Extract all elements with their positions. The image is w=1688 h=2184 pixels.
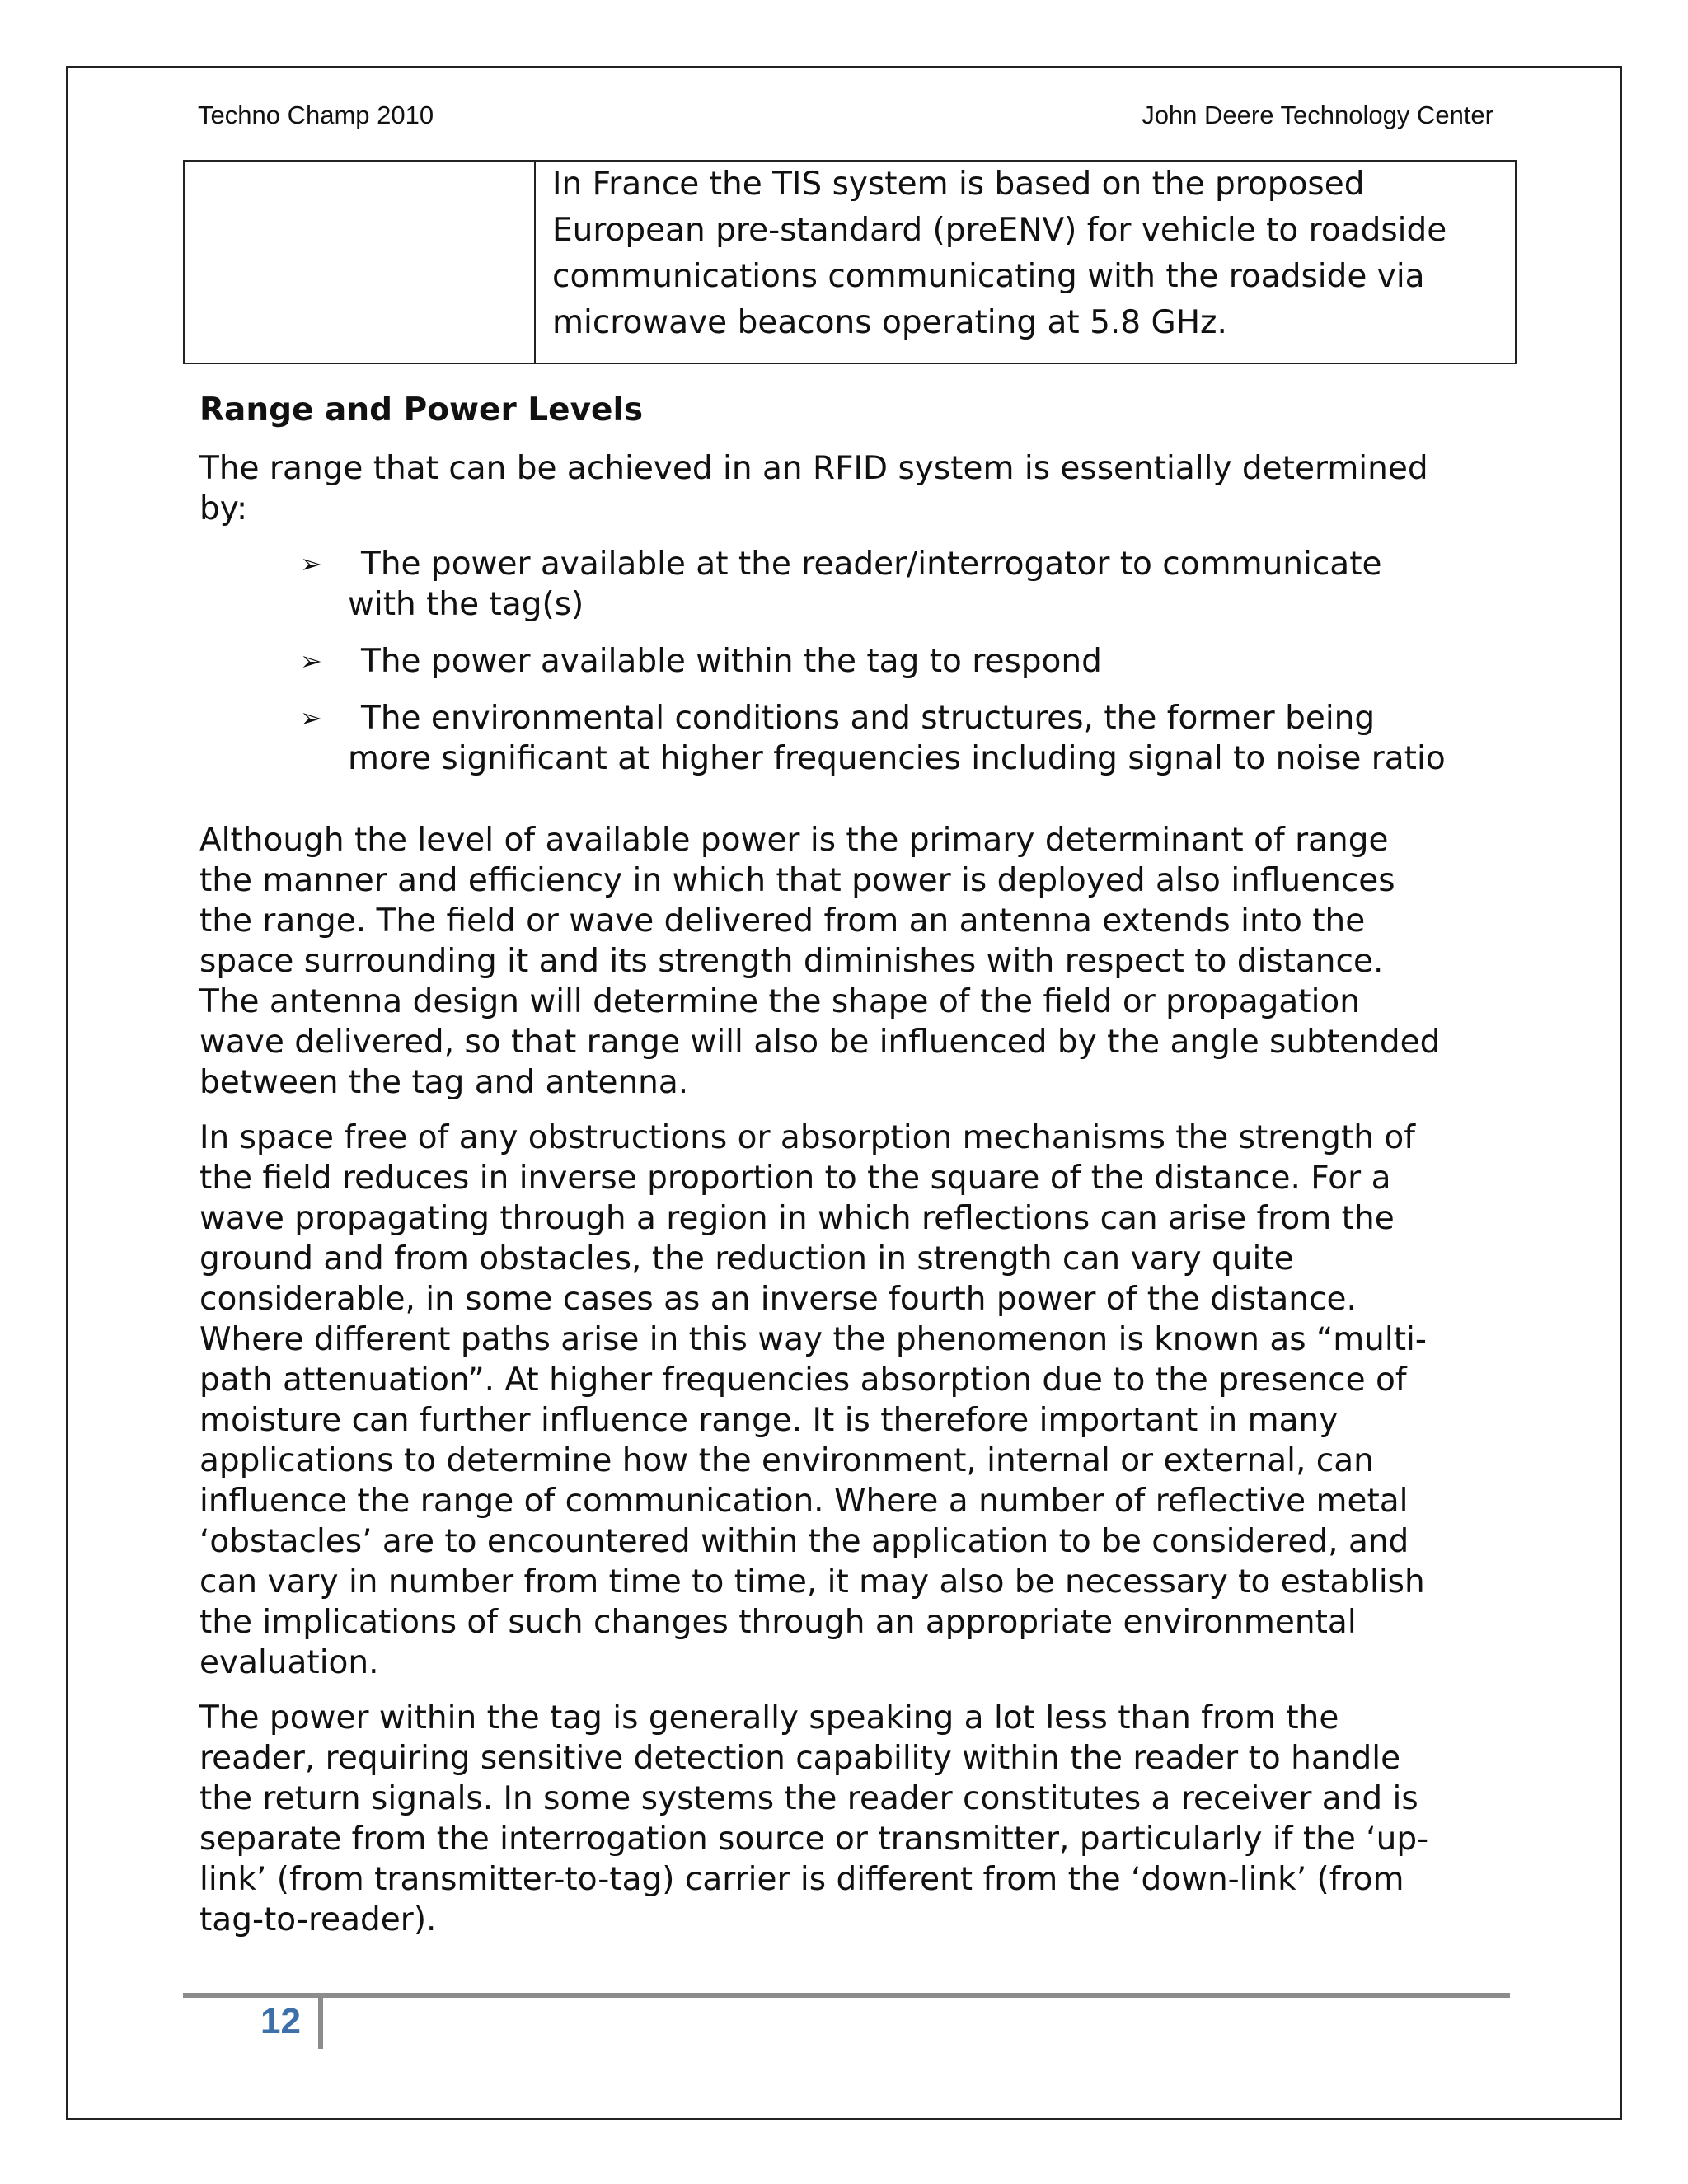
bullet-item — [199, 641, 1518, 682]
text-line: can vary in number from time to time, it may also be necessary to establish — [199, 1563, 1425, 1601]
text-line: between the tag and antenna. — [199, 1064, 689, 1101]
text-line: the return signals. In some systems the reader constitutes a receiver and is — [199, 1780, 1418, 1817]
bullet-line: The environmental conditions and structures, the former being — [361, 700, 1376, 737]
table-cell-left — [185, 162, 536, 363]
header-right-text: John Deere Technology Center — [1142, 101, 1493, 129]
text-line: influence the range of communication. Where a number of reflective metal — [199, 1483, 1409, 1520]
bullet-item — [199, 544, 1518, 625]
text-line: In space free of any obstructions or absorption mechanisms the strength of — [199, 1119, 1415, 1156]
text-line: by: — [199, 490, 248, 527]
header-left-text: Techno Champ 2010 — [198, 101, 434, 129]
bullet-line: The power available at the reader/interrogator to communicate — [361, 546, 1382, 583]
table-line: communications communicating with the roadside via — [552, 258, 1425, 295]
bullet-item — [199, 698, 1518, 779]
text-line: path attenuation”. At higher frequencies absorption due to the presence of — [199, 1361, 1407, 1399]
text-line: Although the level of available power is the primary determinant of range — [199, 822, 1389, 859]
text-line: separate from the interrogation source or transmitter, particularly if the ‘up- — [199, 1821, 1429, 1858]
intro-paragraph — [199, 448, 1518, 529]
text-line: moisture can further influence range. It is therefore important in many — [199, 1402, 1339, 1439]
section-heading: Range and Power Levels — [199, 391, 644, 429]
info-table — [183, 160, 1517, 364]
page-header — [198, 101, 1493, 137]
main-content — [199, 387, 1518, 1955]
text-line: The antenna design will determine the shape of the field or propagation — [199, 983, 1360, 1020]
table-line: European pre-standard (preENV) for vehicle to roadside — [552, 212, 1447, 249]
table-line: microwave beacons operating at 5.8 GHz. — [552, 304, 1227, 341]
text-line: the field reduces in inverse proportion to the square of the distance. For a — [199, 1160, 1391, 1197]
text-line: the range. The field or wave delivered from an antenna extends into the — [199, 902, 1366, 940]
footer-divider — [318, 1998, 323, 2049]
text-line: space surrounding it and its strength diminishes with respect to distance. — [199, 943, 1384, 980]
text-line: ‘obstacles’ are to encountered within the application to be considered, and — [199, 1523, 1409, 1560]
paragraph-2 — [199, 1118, 1518, 1683]
bullet-list — [199, 544, 1518, 779]
text-line: the implications of such changes through an appropriate environmental — [199, 1604, 1357, 1641]
paragraph-1 — [199, 820, 1518, 1103]
text-line: reader, requiring sensitive detection capability within the reader to handle — [199, 1740, 1401, 1777]
text-line: ground and from obstacles, the reduction in strength can vary quite — [199, 1240, 1294, 1277]
text-line: tag-to-reader). — [199, 1901, 437, 1938]
text-line: wave delivered, so that range will also be influenced by the angle subtended — [199, 1024, 1441, 1061]
paragraph-3 — [199, 1698, 1518, 1940]
text-line: The power within the tag is generally speaking a lot less than from the — [199, 1699, 1339, 1736]
bullet-line: The power available within the tag to respond — [361, 643, 1102, 680]
text-line: applications to determine how the environment, internal or external, can — [199, 1442, 1374, 1479]
bullet-line: with the tag(s) — [348, 586, 584, 623]
text-line: The range that can be achieved in an RFID system is essentially determined — [199, 450, 1428, 487]
table-line: In France the TIS system is based on the proposed — [552, 166, 1365, 203]
text-line: wave propagating through a region in which reflections can arise from the — [199, 1200, 1395, 1237]
arrow-bullet-icon: ➢ — [300, 702, 322, 733]
page-number: 12 — [260, 2001, 301, 2041]
table-cell-right — [552, 162, 1500, 346]
arrow-bullet-icon: ➢ — [300, 645, 322, 677]
footer-rule — [183, 1993, 1510, 1998]
text-line: evaluation. — [199, 1644, 379, 1681]
arrow-bullet-icon: ➢ — [300, 548, 322, 579]
text-line: Where different paths arise in this way the phenomenon is known as “multi- — [199, 1321, 1427, 1358]
text-line: considerable, in some cases as an inverse fourth power of the distance. — [199, 1281, 1357, 1318]
text-line: the manner and efficiency in which that power is deployed also influences — [199, 862, 1395, 899]
text-line: link’ (from transmitter-to-tag) carrier is different from the ‘down-link’ (from — [199, 1861, 1404, 1898]
bullet-line: more significant at higher frequencies including signal to noise ratio — [348, 740, 1446, 777]
